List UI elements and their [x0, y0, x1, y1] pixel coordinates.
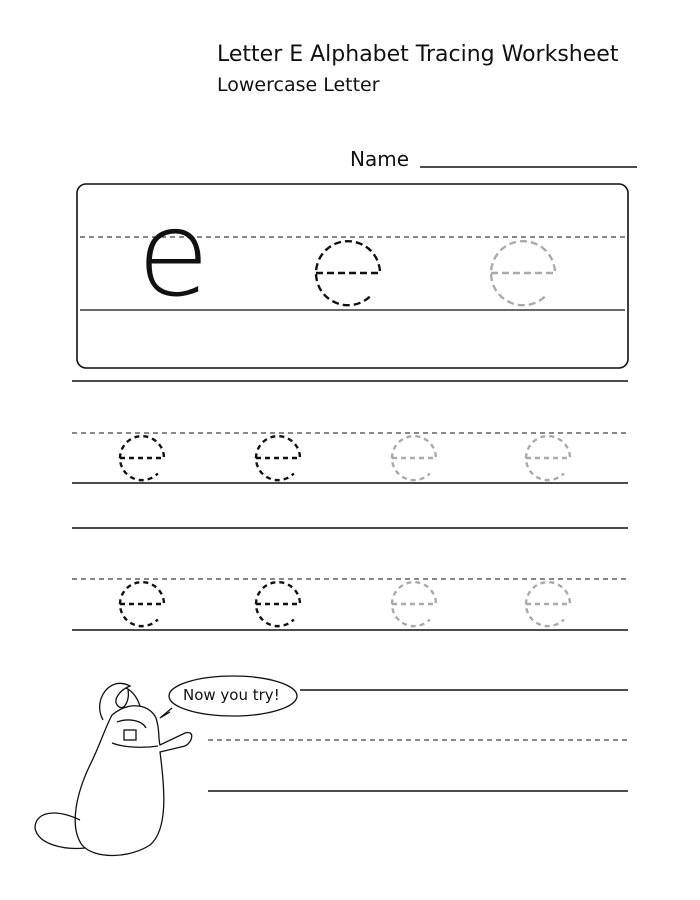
tracing-letter-e[interactable]	[491, 241, 555, 305]
worksheet-title: Letter E Alphabet Tracing Worksheet	[217, 42, 619, 67]
tracing-letter-e[interactable]	[256, 582, 300, 626]
tracing-letter-e[interactable]	[526, 436, 570, 480]
name-label: Name	[350, 147, 410, 171]
speech-bubble-text: Now you try!	[183, 686, 280, 704]
tracing-letter-e[interactable]	[256, 436, 300, 480]
tracing-letter-e[interactable]	[392, 582, 436, 626]
tracing-letter-e[interactable]	[316, 241, 380, 305]
example-letter: e	[137, 185, 210, 323]
tracing-letter-e[interactable]	[120, 582, 164, 626]
tracing-letter-e[interactable]	[526, 582, 570, 626]
tracing-letter-e[interactable]	[392, 436, 436, 480]
tracing-letter-e[interactable]	[120, 436, 164, 480]
worksheet-subtitle: Lowercase Letter	[217, 74, 380, 96]
